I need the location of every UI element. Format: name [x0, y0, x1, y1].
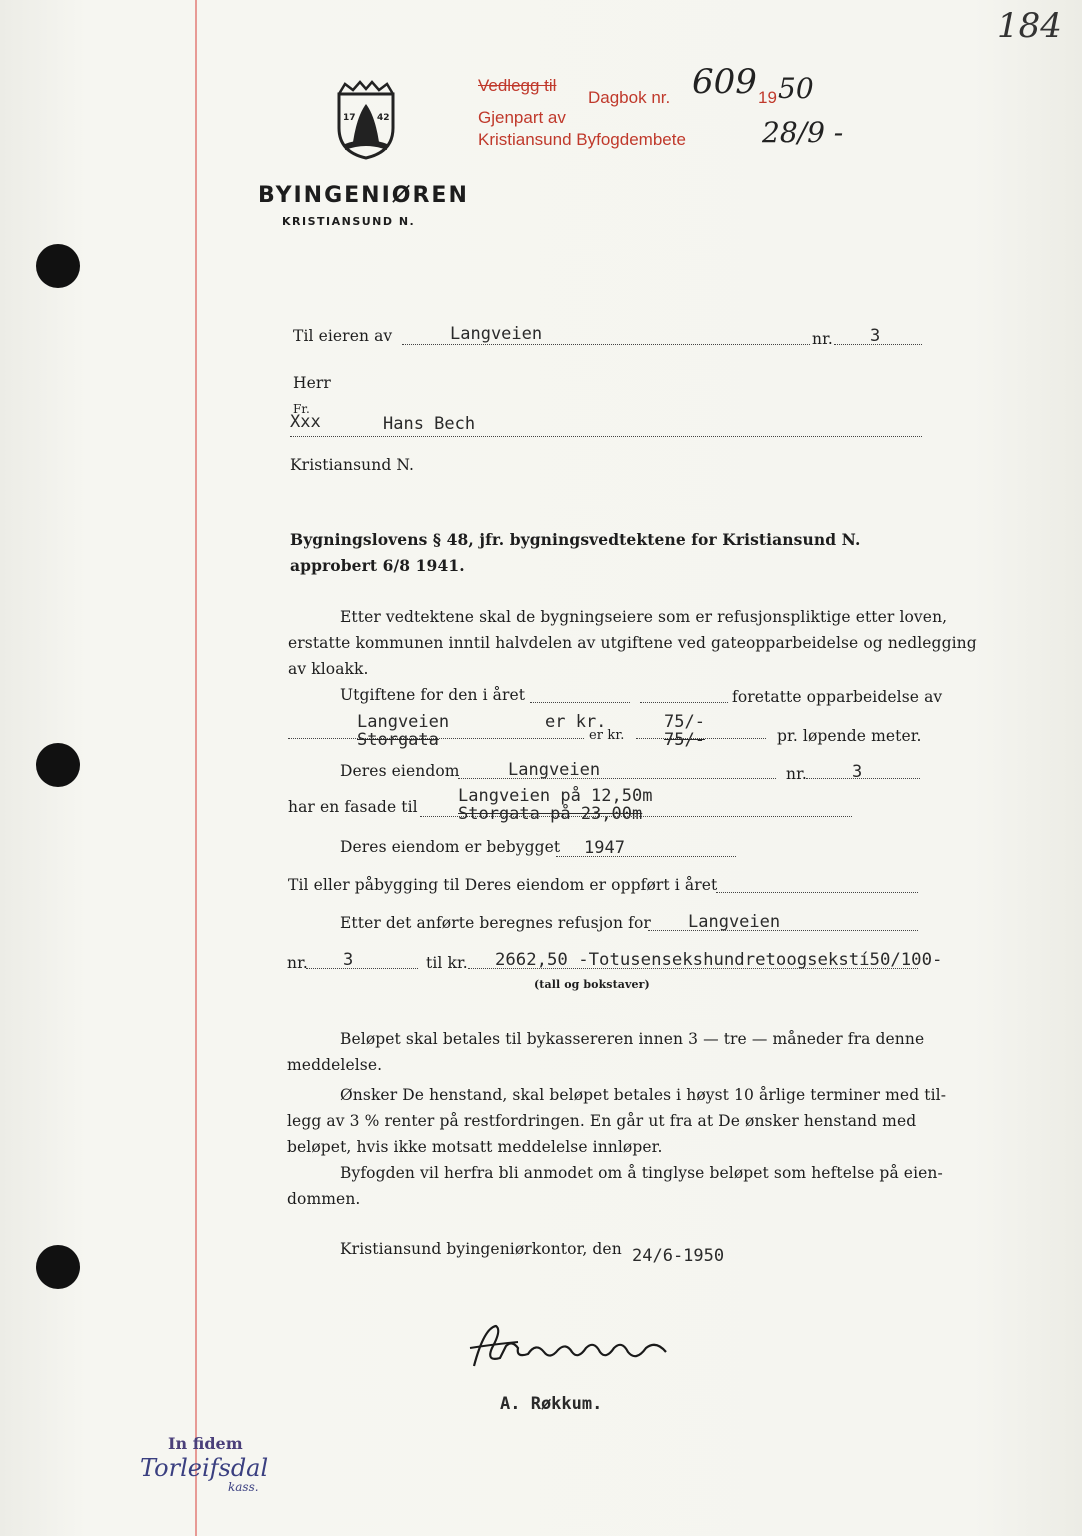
addressee-city: Kristiansund N.	[290, 456, 415, 474]
per-meter-label: pr. løpende meter.	[777, 727, 922, 745]
ref-nr: 3	[343, 950, 354, 970]
stamp-dagbok: Dagbok nr.	[588, 88, 671, 107]
street-dotted-line	[402, 344, 810, 345]
er-kr-printed: er kr.	[589, 728, 625, 743]
in-fidem-stamp: In fidem	[168, 1434, 243, 1453]
foretatte-label: foretatte opparbeidelse av	[732, 688, 943, 706]
refusjon-street: Langveien	[688, 912, 781, 932]
addressee-name: Hans Bech	[383, 414, 476, 434]
street-line	[288, 738, 584, 739]
p1-line-1: Etter vedtektene skal de bygningseiere som er refusjonspliktige etter loven,	[340, 608, 948, 626]
pabygging-label: Til eller påbygging til Deres eiendom er oppført i året	[288, 876, 718, 894]
year-dotted-line-1	[530, 702, 630, 703]
p2-line-1: Beløpet skal betales til bykassereren innen 3 — tre — måneder fra denne	[340, 1030, 925, 1048]
til-eieren-label: Til eieren av	[293, 327, 393, 345]
p2-line-2: meddelelse.	[287, 1056, 383, 1074]
kass-label: kass.	[228, 1480, 259, 1494]
name-dotted-line	[290, 436, 922, 437]
year-dotted-line-2	[640, 702, 728, 703]
amount-typed: 75/-	[664, 712, 705, 732]
fasade-label: har en fasade til	[288, 798, 418, 816]
fasade-typed: Langveien på 12,50m	[458, 786, 653, 806]
til-kr-label: til kr.	[426, 954, 468, 972]
herr-label: Herr	[293, 374, 331, 392]
margin-line	[195, 0, 197, 1536]
eiendom-nr: 3	[852, 762, 863, 782]
punch-hole-top	[36, 244, 80, 288]
page-number: 184	[997, 6, 1062, 46]
utgiftene-label: Utgiftene for den i året	[340, 686, 526, 704]
stamp-gjenpart: Gjenpart av	[478, 108, 566, 127]
punch-hole-bottom	[36, 1245, 80, 1289]
heading-line-2: approbert 6/8 1941.	[290, 556, 465, 575]
ref-nr-line	[306, 968, 418, 969]
emblem-year-left: 17	[343, 113, 356, 123]
punch-hole-middle	[36, 743, 80, 787]
bebygget-dotted-line	[556, 856, 736, 857]
stamp-year-suffix: 50	[778, 72, 814, 105]
title-struck: Xxx	[290, 412, 321, 432]
p3-line-2: legg av 3 % renter på restfordringen. En går ut fra at De ønsker henstand med	[287, 1112, 917, 1130]
eiendom-nr-label: nr.	[786, 765, 807, 783]
p4-line-2: dommen.	[287, 1190, 361, 1208]
addressee-street: Langveien	[450, 324, 543, 344]
p4-line-1: Byfogden vil herfra bli anmodet om å tinglyse beløpet som heftelse på eien-	[340, 1164, 943, 1182]
deres-eiendom-label: Deres eiendom	[340, 762, 460, 780]
title-written: Fr.	[293, 402, 310, 416]
stamp-date: 28/9 -	[762, 116, 844, 149]
addressee-nr-label: nr.	[812, 330, 833, 348]
p3-line-3: beløpet, hvis ikke motsatt meddelelse innløper.	[287, 1138, 663, 1156]
heading-line-1: Bygningslovens § 48, jfr. bygningsvedtektene for Kristiansund N.	[290, 530, 861, 549]
amount-struck: 75/-	[664, 730, 705, 750]
ref-nr-label: nr.	[287, 954, 308, 972]
fasade-dotted-line	[420, 816, 852, 817]
in-fidem-signature: Torleifsdal	[140, 1454, 269, 1482]
emblem-year-right: 42	[377, 113, 390, 123]
er-kr-typed: er kr.	[545, 712, 607, 732]
bebygget-label: Deres eiendom er bebygget	[340, 838, 561, 856]
signature-icon	[466, 1318, 676, 1378]
fasade-struck: Storgata på 23,00m	[458, 804, 643, 824]
eiendom-nr-line	[806, 778, 920, 779]
closing-place: Kristiansund byingeniørkontor, den	[340, 1240, 622, 1258]
refusjon-label: Etter det anførte beregnes refusjon for	[340, 914, 651, 932]
street-struck: Storgata	[357, 730, 439, 750]
letterhead-subtitle: KRISTIANSUND N.	[282, 215, 416, 228]
p3-line-1: Ønsker De henstand, skal beløpet betales i høyst 10 årlige terminer med til-	[340, 1086, 947, 1104]
stamp-dagbok-number: 609	[692, 62, 757, 102]
closing-date: 24/6-1950	[632, 1246, 725, 1266]
tall-og-bokstaver: (tall og bokstaver)	[534, 978, 650, 991]
signatory: A. Røkkum.	[500, 1394, 603, 1414]
eiendom-street: Langveien	[508, 760, 601, 780]
addressee-nr: 3	[870, 326, 881, 346]
letterhead-title: BYINGENIØREN	[258, 183, 469, 208]
street-typed: Langveien	[357, 712, 450, 732]
eiendom-dotted-line	[458, 778, 776, 779]
stamp-vedlegg: Vedlegg til	[478, 76, 557, 95]
bebygget-year: 1947	[584, 838, 625, 858]
stamp-office: Kristiansund Byfogdembete	[478, 130, 686, 149]
pabygging-dotted-line	[716, 892, 918, 893]
stamp-year-prefix: 19	[758, 88, 777, 107]
amount-total: 2662,50 -Totusensekshundretoogsekstí50/100-	[495, 950, 943, 970]
amount-line	[636, 738, 766, 739]
city-emblem-icon	[335, 80, 397, 160]
p1-line-3: av kloakk.	[288, 660, 369, 678]
p1-line-2: erstatte kommunen inntil halvdelen av utgiftene ved gateopparbeidelse og nedlegging	[288, 634, 977, 652]
